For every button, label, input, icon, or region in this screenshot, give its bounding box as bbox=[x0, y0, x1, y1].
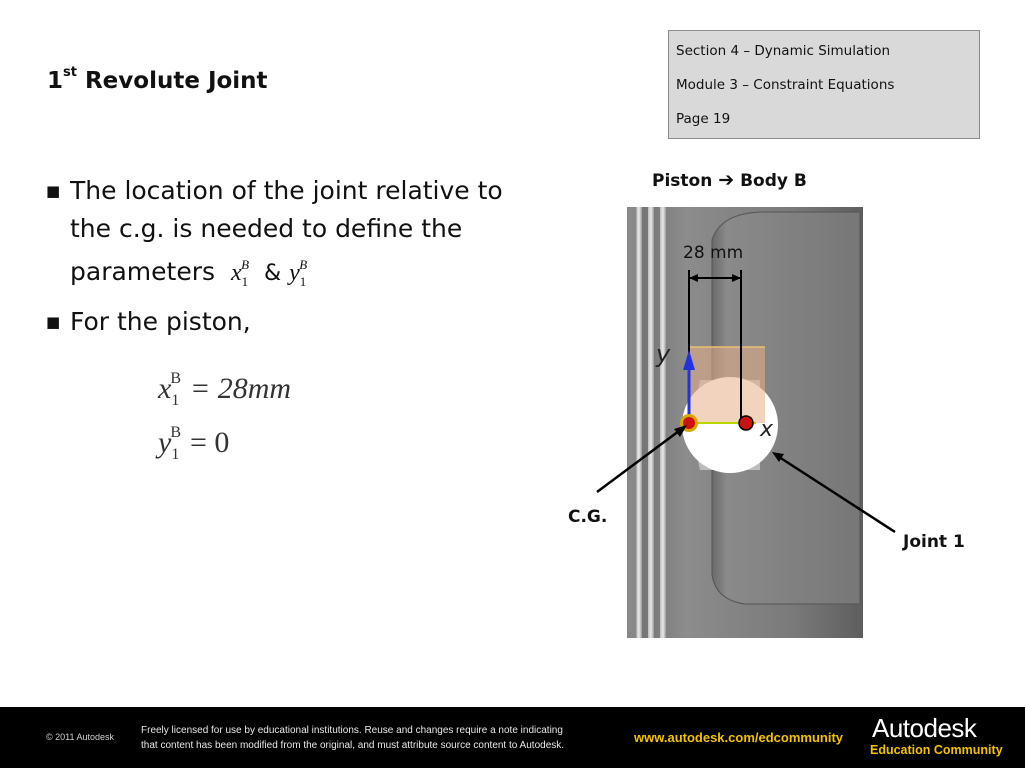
footer-bar bbox=[0, 707, 1025, 768]
bullet-item-piston: ■ For the piston, bbox=[46, 303, 516, 341]
x-axis-label: x bbox=[760, 417, 774, 442]
y-axis-label: y bbox=[656, 340, 671, 368]
joint-label: Joint 1 bbox=[903, 532, 965, 552]
autodesk-logo: Autodesk bbox=[872, 713, 977, 743]
right-arrow-icon: ➔ bbox=[718, 169, 735, 191]
ring-groove bbox=[660, 207, 666, 638]
cg-label: C.G. bbox=[568, 507, 608, 527]
bullet-item-joint-location: ■ The location of the joint relative to the c.g. is needed to define the parameters $x_1^B$ & $y_1^B$ bbox=[46, 172, 516, 301]
dimension-label: 28 mm bbox=[683, 243, 744, 263]
education-community-label: Education Community bbox=[870, 743, 1003, 757]
community-link[interactable]: www.autodesk.com/edcommunity bbox=[634, 730, 844, 745]
module-label: Module 3 – Constraint Equations bbox=[676, 77, 895, 93]
page-label: Page 19 bbox=[676, 111, 731, 127]
ring-groove bbox=[648, 207, 654, 638]
copyright-text: © 2011 Autodesk bbox=[46, 732, 115, 742]
equation-y1B: $y_1^B = 0$ bbox=[158, 424, 230, 463]
param-x1B: $x_1^B$ bbox=[230, 257, 250, 289]
slide-title: 1st Revolute Joint bbox=[47, 65, 268, 94]
param-y1B: $y_1^B$ bbox=[289, 257, 308, 289]
equation-x1B: $x_1^B = 28mm$ bbox=[158, 370, 292, 409]
bullet-square-icon: ■ bbox=[46, 182, 61, 200]
ampersand: & bbox=[264, 261, 282, 286]
section-label: Section 4 – Dynamic Simulation bbox=[676, 43, 891, 59]
joint-point bbox=[739, 416, 753, 430]
piston-body-label: Piston ➔ Body B bbox=[652, 169, 807, 191]
license-text: Freely licensed for use by educational institutions. Reuse and changes require a note indicating that content has been modified from the original, and must attribute source content to Autodesk. bbox=[141, 725, 565, 751]
highlight-area bbox=[689, 347, 765, 423]
bullet-square-icon: ■ bbox=[46, 312, 61, 331]
